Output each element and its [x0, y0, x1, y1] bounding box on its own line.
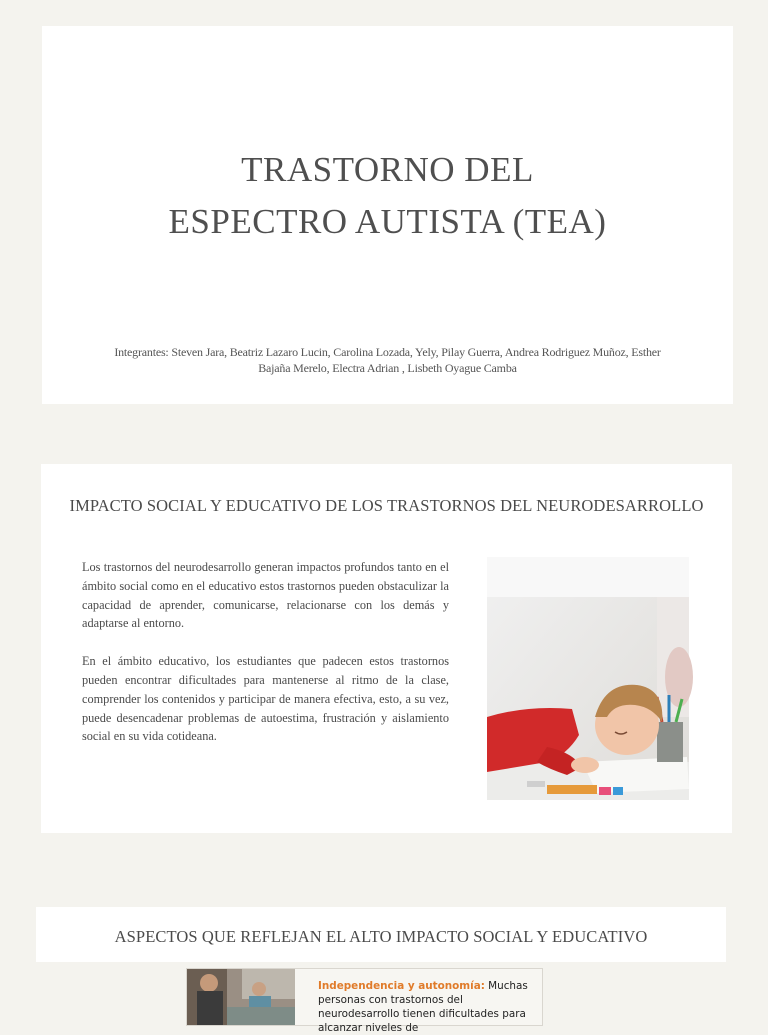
members-line-2: Bajaña Merelo, Electra Adrian , Lisbeth Oyague Camba — [258, 361, 517, 375]
impact-slide — [41, 464, 732, 833]
independence-infographic — [186, 968, 543, 1034]
classroom-illustration — [187, 969, 295, 1025]
title-slide — [42, 26, 733, 404]
infographic-body: Muchas personas con trastornos del neurodesarrollo tienen dificultades para alcanzar niveles de — [318, 980, 528, 1034]
presentation-title — [42, 144, 733, 248]
infographic-text — [318, 979, 540, 1035]
title-line-2: ESPECTRO AUTISTA (TEA) — [168, 202, 607, 241]
sleeping-child-photo — [487, 557, 689, 800]
infographic-highlight: Independencia y autonomía: — [318, 980, 485, 992]
members-line-1: Integrantes: Steven Jara, Beatriz Lazaro Lucin, Carolina Lozada, Yely, Pilay Guerra, Andrea Rodriguez Muñoz, Esther — [114, 345, 661, 359]
classroom-photo — [187, 969, 295, 1025]
impact-paragraph-1: Los trastornos del neurodesarrollo generan impactos profundos tanto en el ámbito social como en el educativo estos trastornos pueden obstaculizar la capacidad de aprender, comunicarse, relacionarse con los demás y adaptarse al entorno. — [82, 560, 449, 631]
title-line-1: TRASTORNO DEL — [241, 150, 534, 189]
aspects-slide-header — [36, 907, 726, 962]
members-list — [102, 344, 673, 376]
aspects-heading: ASPECTOS QUE REFLEJAN EL ALTO IMPACTO SOCIAL Y EDUCATIVO — [114, 927, 648, 946]
impact-heading: IMPACTO SOCIAL Y EDUCATIVO DE LOS TRASTORNOS DEL NEURODESARROLLO — [69, 496, 704, 515]
impact-body — [82, 558, 449, 765]
impact-paragraph-2: En el ámbito educativo, los estudiantes que padecen estos trastornos pueden encontrar dificultades para mantenerse al ritmo de la clase, comprender los contenidos y participar de manera efectiva, esto, a su vez, puede desencadenar problemas de autoestima, frustración y aislamiento social en su vida cotideana. — [82, 654, 449, 744]
sleeping-child-illustration — [487, 557, 689, 800]
